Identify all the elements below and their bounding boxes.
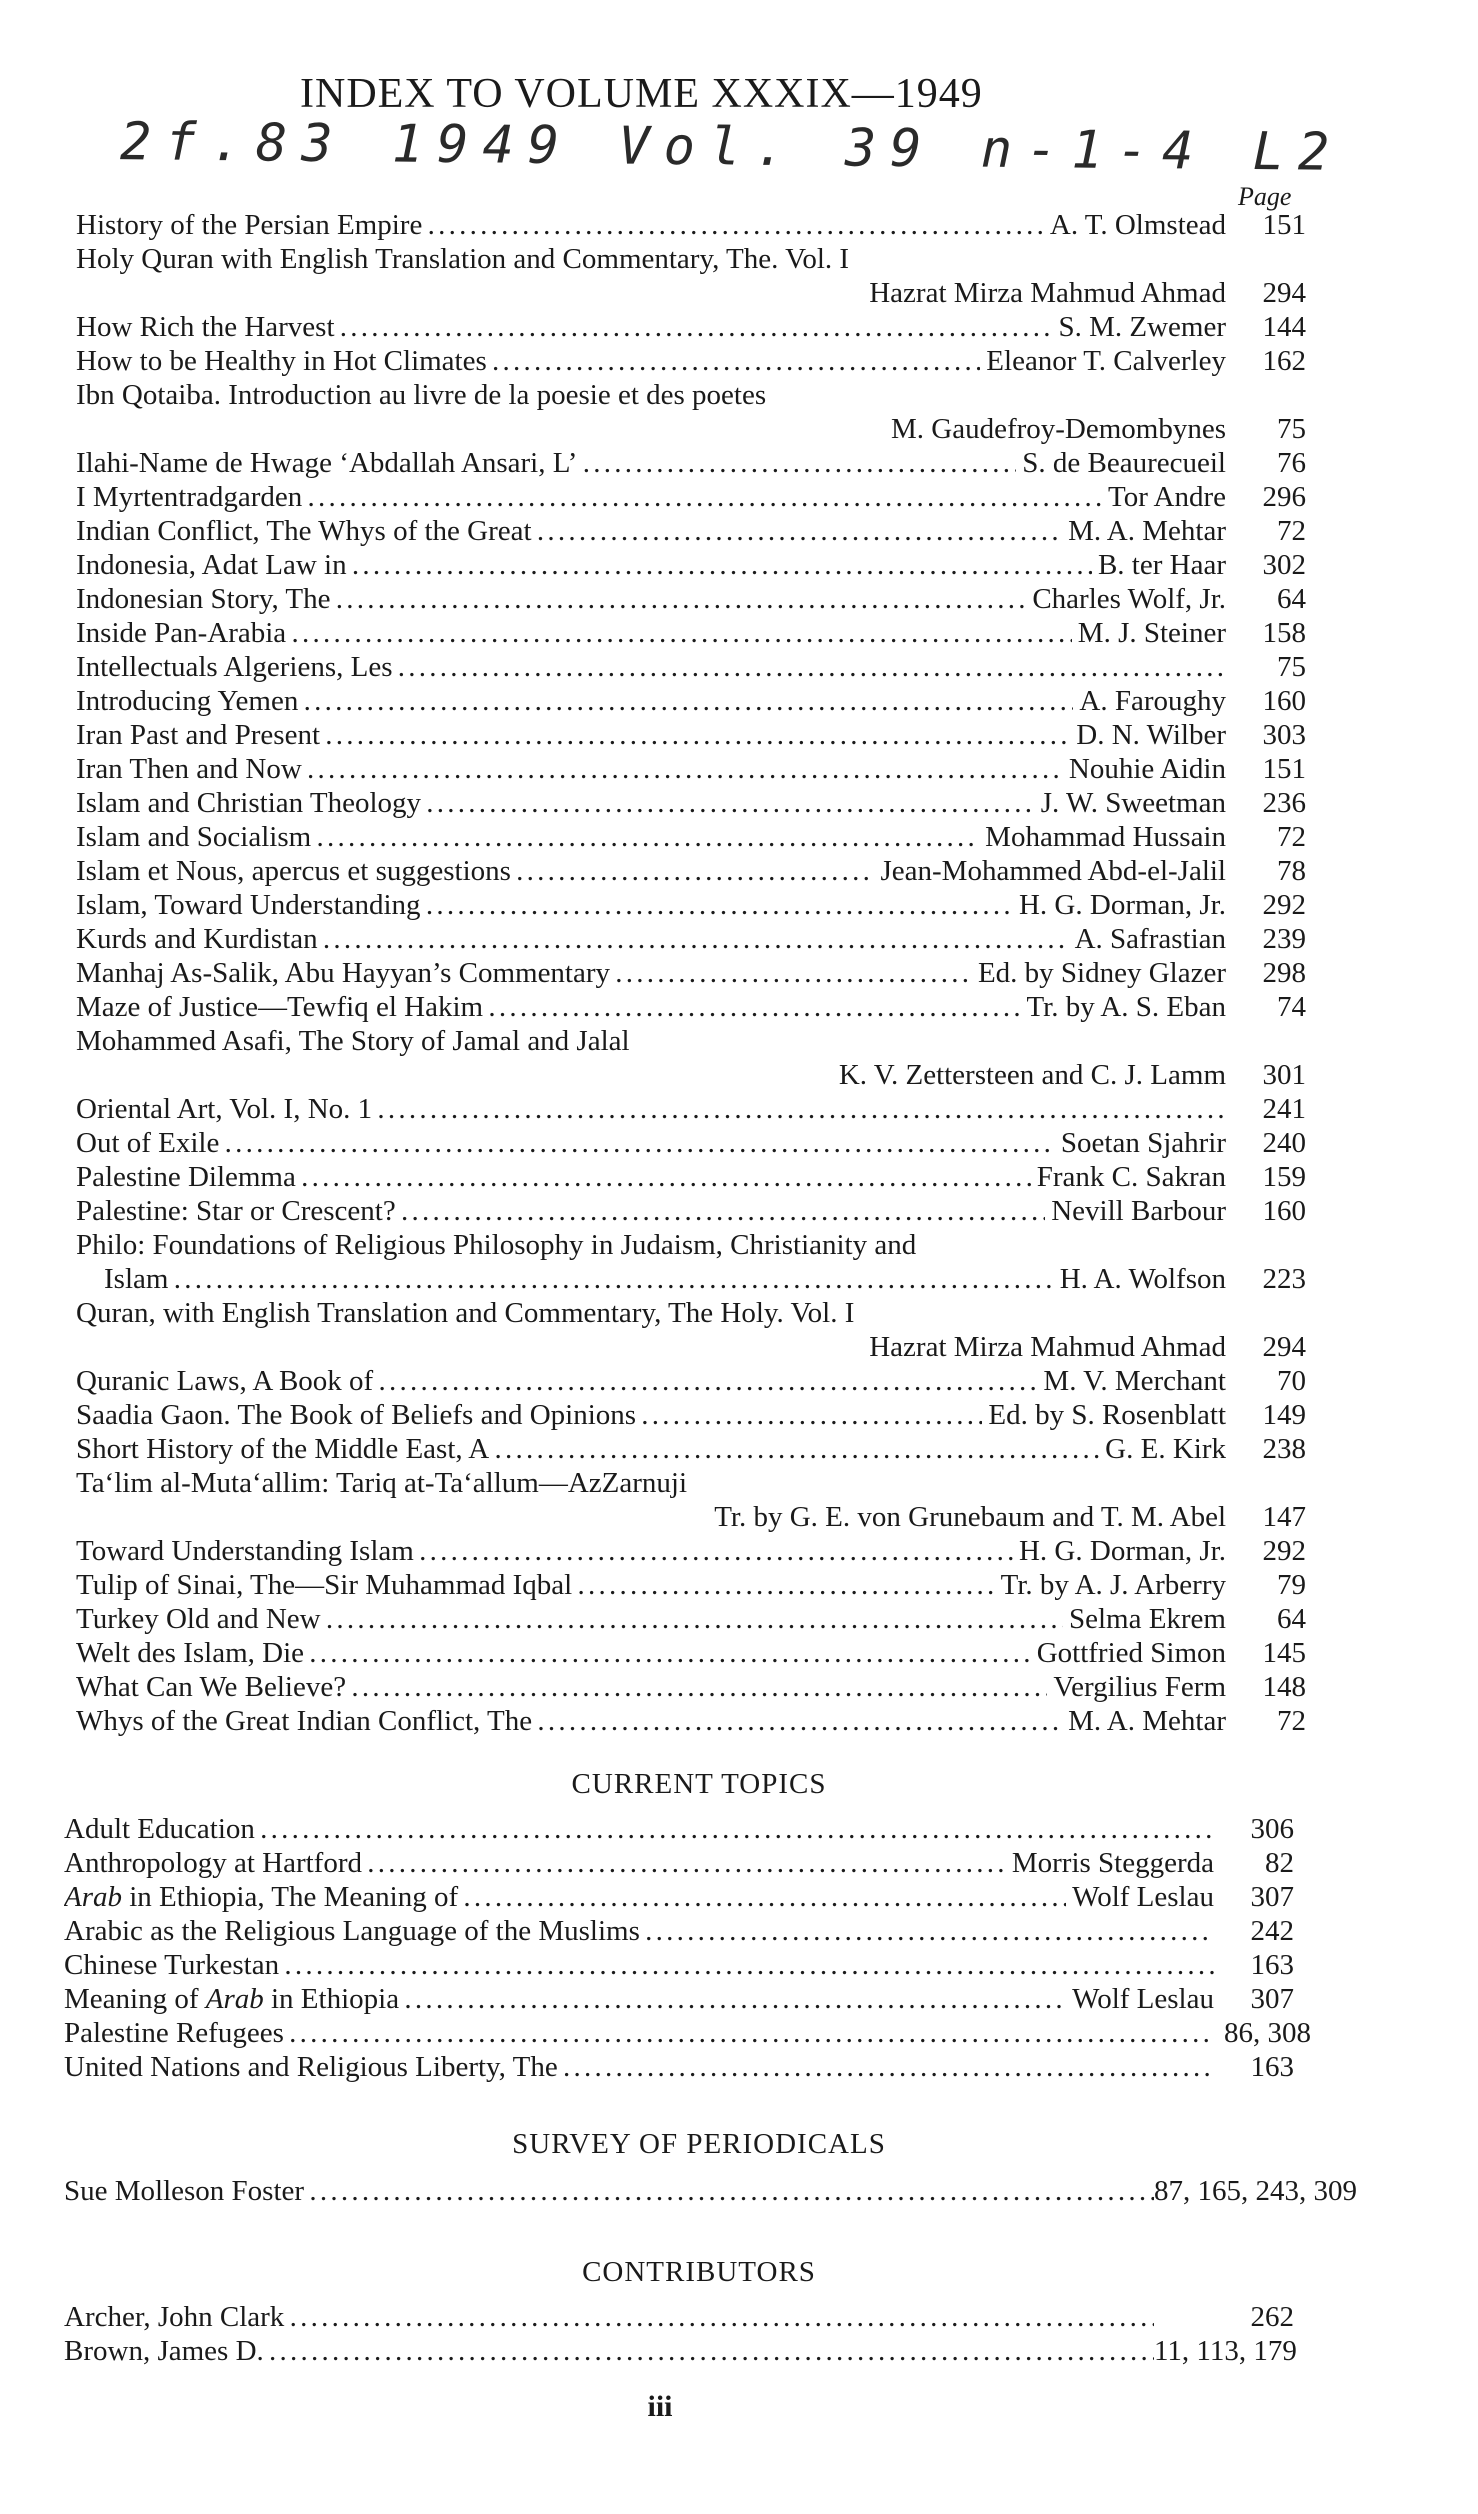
index-entry (76, 854, 1306, 888)
index-entry (76, 752, 1306, 786)
index-entry (76, 650, 1306, 684)
entry-author: Wolf Leslau (1066, 1982, 1214, 2016)
index-entry (76, 310, 1306, 344)
entry-page: 301 (1262, 1059, 1306, 1091)
index-entry (76, 446, 1306, 480)
entry-page: 238 (1262, 1433, 1306, 1465)
entry-page: 72 (1277, 515, 1306, 547)
index-entry (64, 1812, 1294, 1846)
entry-title: Toward Understanding Islam . . . (76, 1534, 1226, 1568)
entry-page: 298 (1262, 957, 1306, 989)
index-entry (64, 1880, 1294, 1914)
books-index (76, 208, 1306, 1738)
entry-title: Palestine: Star or Crescent? . . . (76, 1194, 1226, 1228)
entry-author: Ed. by S. Rosenblatt (982, 1398, 1226, 1432)
entry-author: A. Safrastian (1069, 922, 1226, 956)
index-entry (76, 242, 1306, 276)
index-entry (76, 1262, 1306, 1296)
entry-page: 294 (1262, 1331, 1306, 1363)
entry-title: Palestine Dilemma . . . (76, 1160, 1226, 1194)
entry-page: 82 (1265, 1847, 1294, 1879)
entry-page: 74 (1277, 991, 1306, 1023)
entry-title: Meaning of Arab in Ethiopia . . . (64, 1982, 1214, 2016)
entry-author: Frank C. Sakran (1031, 1160, 1226, 1194)
index-entry (76, 786, 1306, 820)
entry-page: 87, 165, 243, 309 (1154, 2175, 1357, 2207)
index-entry (76, 684, 1306, 718)
entry-page: 151 (1262, 753, 1306, 785)
index-entry (76, 378, 1306, 412)
entry-page: 292 (1262, 1535, 1306, 1567)
entry-title: Sue Molleson Foster . . . (64, 2174, 1154, 2208)
index-entry (76, 1330, 1306, 1364)
entry-page: 306 (1250, 1813, 1294, 1845)
contributors-list (64, 2300, 1297, 2368)
entry-author: Nouhie Aidin (1063, 752, 1226, 786)
entry-page: 294 (1262, 277, 1306, 309)
entry-author: Nevill Barbour (1045, 1194, 1226, 1228)
entry-author: Jean-Mohammed Abd-el-Jalil (875, 854, 1227, 888)
index-entry (76, 1058, 1306, 1092)
index-entry (76, 956, 1306, 990)
entry-title: Short History of the Middle East, A . . . (76, 1432, 1226, 1466)
index-entry (64, 2016, 1311, 2050)
index-entry (76, 276, 1306, 310)
entry-title: I Myrtentradgarden . . . (76, 480, 1226, 514)
entry-title: Iran Past and Present . . . (76, 718, 1226, 752)
entry-title: Quran, with English Translation and Commentary, The Holy. Vol. I (76, 1297, 855, 1329)
entry-page: 72 (1277, 821, 1306, 853)
entry-author: H. G. Dorman, Jr. (1013, 1534, 1226, 1568)
index-entry (76, 1534, 1306, 1568)
entry-title: Iran Then and Now . . . (76, 752, 1226, 786)
index-entry (64, 1948, 1294, 1982)
entry-title: Philo: Foundations of Religious Philosophy in Judaism, Christianity and (76, 1229, 917, 1261)
entry-page: 262 (1250, 2301, 1294, 2333)
entry-author: B. ter Haar (1092, 548, 1226, 582)
index-entry (76, 514, 1306, 548)
page-title: INDEX TO VOLUME XXXIX—1949 (300, 71, 983, 117)
entry-author: Tr. by A. J. Arberry (995, 1568, 1226, 1602)
page-column-label: Page (1238, 182, 1292, 211)
entry-page: 307 (1250, 1881, 1294, 1913)
index-entry (76, 480, 1306, 514)
entry-page: 145 (1262, 1637, 1306, 1669)
index-entry (76, 1092, 1306, 1126)
index-entry (76, 990, 1306, 1024)
survey-heading: SURVEY OF PERIODICALS (512, 2128, 886, 2160)
entry-page: 64 (1277, 1603, 1306, 1635)
entry-author: Wolf Leslau (1066, 1880, 1214, 1914)
index-entry (76, 1636, 1306, 1670)
entry-title: Ta‘lim al-Muta‘allim: Tariq at-Ta‘allum—AzZarnuji (76, 1467, 688, 1499)
entry-author: H. A. Wolfson (1054, 1262, 1226, 1296)
entry-author: A. Faroughy (1073, 684, 1226, 718)
entry-page: 239 (1262, 923, 1306, 955)
entry-author: Tor Andre (1102, 480, 1226, 514)
entry-author: M. A. Mehtar (1062, 1704, 1226, 1738)
entry-page: 160 (1262, 1195, 1306, 1227)
entry-page: 242 (1250, 1915, 1294, 1947)
current-topics-heading: CURRENT TOPICS (571, 1768, 827, 1800)
entry-title: Chinese Turkestan . . . (64, 1948, 1214, 1982)
entry-author: M. V. Merchant (1037, 1364, 1226, 1398)
entry-page: 147 (1262, 1501, 1306, 1533)
entry-title: Manhaj As-Salik, Abu Hayyan’s Commentary . . . (76, 956, 1226, 990)
entry-title: Islam and Christian Theology . . . (76, 786, 1226, 820)
index-entry (64, 1914, 1294, 1948)
entry-author: M. J. Steiner (1072, 616, 1226, 650)
entry-title: Indonesia, Adat Law in . . . (76, 548, 1226, 582)
entry-title: Intellectuals Algeriens, Les . . . (76, 650, 1226, 684)
entry-page: 144 (1262, 311, 1306, 343)
entry-title: Maze of Justice—Tewfiq el Hakim . . . (76, 990, 1226, 1024)
entry-page: 149 (1262, 1399, 1306, 1431)
entry-title: Islam, Toward Understanding . . . (76, 888, 1226, 922)
index-entry (76, 1194, 1306, 1228)
entry-page: 241 (1262, 1093, 1306, 1125)
entry-author: D. N. Wilber (1070, 718, 1226, 752)
index-entry (76, 1364, 1306, 1398)
entry-page: 163 (1250, 2051, 1294, 2083)
entry-title: Indonesian Story, The . . . (76, 582, 1226, 616)
entry-title: Brown, James D. . . . (64, 2334, 1154, 2368)
entry-title: Out of Exile . . . (76, 1126, 1226, 1160)
entry-author: Soetan Sjahrir (1055, 1126, 1226, 1160)
entry-title: Islam and Socialism . . . (76, 820, 1226, 854)
entry-page: 163 (1250, 1949, 1294, 1981)
index-entry (76, 1704, 1306, 1738)
index-entry (76, 548, 1306, 582)
entry-title: Tulip of Sinai, The—Sir Muhammad Iqbal . . . (76, 1568, 1226, 1602)
entry-page: 75 (1277, 651, 1306, 683)
survey-list (64, 2174, 1357, 2208)
entry-title: Ibn Qotaiba. Introduction au livre de la poesie et des poetes (76, 379, 767, 411)
entry-page: 302 (1262, 549, 1306, 581)
entry-author: Hazrat Mirza Mahmud Ahmad (863, 1330, 1226, 1364)
entry-page: 159 (1262, 1161, 1306, 1193)
entry-title: Palestine Refugees . . . (64, 2016, 1214, 2050)
entry-author: G. E. Kirk (1099, 1432, 1226, 1466)
entry-title: Arabic as the Religious Language of the Muslims . . . (64, 1914, 1214, 1948)
entry-page: 151 (1262, 209, 1306, 241)
entry-title: Mohammed Asafi, The Story of Jamal and Jalal (76, 1025, 630, 1057)
index-entry (76, 922, 1306, 956)
entry-title: Indian Conflict, The Whys of the Great . . . (76, 514, 1226, 548)
entry-author: Tr. by G. E. von Grunebaum and T. M. Abel (708, 1500, 1226, 1534)
entry-title: History of the Persian Empire . . . (76, 208, 1226, 242)
entry-title: Welt des Islam, Die . . . (76, 1636, 1226, 1670)
entry-author: Gottfried Simon (1031, 1636, 1226, 1670)
entry-title: Arab in Ethiopia, The Meaning of . . . (64, 1880, 1214, 1914)
entry-page: 148 (1262, 1671, 1306, 1703)
entry-page: 11, 113, 179 (1154, 2335, 1297, 2367)
index-entry (76, 1398, 1306, 1432)
entry-page: 303 (1262, 719, 1306, 751)
entry-page: 236 (1262, 787, 1306, 819)
index-entry (76, 820, 1306, 854)
index-entry (64, 1982, 1294, 2016)
entry-page: 296 (1262, 481, 1306, 513)
index-entry (64, 2334, 1297, 2368)
entry-author: M. Gaudefroy-Demombynes (885, 412, 1226, 446)
handwritten-note: 2f.83 1949 Vol. 39 n-1-4 L2 (119, 112, 1344, 183)
entry-page: 240 (1262, 1127, 1306, 1159)
entry-title: Oriental Art, Vol. I, No. 1 . . . (76, 1092, 1226, 1126)
current-topics-list (64, 1812, 1311, 2084)
entry-author: M. A. Mehtar (1062, 514, 1226, 548)
entry-page: 70 (1277, 1365, 1306, 1397)
entry-page: 158 (1262, 617, 1306, 649)
entry-page: 307 (1250, 1983, 1294, 2015)
entry-title: Saadia Gaon. The Book of Beliefs and Opinions . . . (76, 1398, 1226, 1432)
entry-page: 64 (1277, 583, 1306, 615)
entry-title: How Rich the Harvest . . . (76, 310, 1226, 344)
index-entry (76, 1670, 1306, 1704)
entry-author: H. G. Dorman, Jr. (1013, 888, 1226, 922)
entry-title: Turkey Old and New . . . (76, 1602, 1226, 1636)
index-entry (76, 718, 1306, 752)
entry-title: Anthropology at Hartford . . . (64, 1846, 1214, 1880)
index-entry (64, 2174, 1357, 2208)
index-entry (76, 888, 1306, 922)
entry-author: Ed. by Sidney Glazer (972, 956, 1226, 990)
index-entry (76, 412, 1306, 446)
index-entry (64, 1846, 1294, 1880)
entry-page: 79 (1277, 1569, 1306, 1601)
entry-author: K. V. Zettersteen and C. J. Lamm (833, 1058, 1226, 1092)
entry-page: 86, 308 (1224, 2017, 1311, 2049)
entry-title: Holy Quran with English Translation and Commentary, The. Vol. I (76, 243, 850, 275)
entry-author: Hazrat Mirza Mahmud Ahmad (863, 276, 1226, 310)
entry-author: Morris Steggerda (1006, 1846, 1214, 1880)
entry-author: S. de Beaurecueil (1016, 446, 1226, 480)
entry-title: Quranic Laws, A Book of . . . (76, 1364, 1226, 1398)
entry-author: Eleanor T. Calverley (980, 344, 1226, 378)
index-entry (76, 1602, 1306, 1636)
entry-page: 76 (1277, 447, 1306, 479)
index-entry (76, 1432, 1306, 1466)
entry-author: S. M. Zwemer (1052, 310, 1226, 344)
index-entry (76, 208, 1306, 242)
entry-page: 292 (1262, 889, 1306, 921)
entry-author: Selma Ekrem (1063, 1602, 1226, 1636)
entry-author: Mohammad Hussain (979, 820, 1226, 854)
page-folio: iii (647, 2390, 673, 2423)
entry-author: A. T. Olmstead (1044, 208, 1226, 242)
entry-title: Whys of the Great Indian Conflict, The . . . (76, 1704, 1226, 1738)
entry-author: J. W. Sweetman (1035, 786, 1226, 820)
entry-author: Tr. by A. S. Eban (1020, 990, 1226, 1024)
index-entry (76, 1568, 1306, 1602)
index-entry (76, 1024, 1306, 1058)
entry-author: Charles Wolf, Jr. (1026, 582, 1226, 616)
index-entry (76, 344, 1306, 378)
index-entry (76, 616, 1306, 650)
index-entry (76, 1160, 1306, 1194)
entry-title: Islam et Nous, apercus et suggestions . . . (76, 854, 1226, 888)
index-entry (76, 1126, 1306, 1160)
index-entry (64, 2050, 1294, 2084)
index-entry (76, 1296, 1306, 1330)
index-entry (76, 1228, 1306, 1262)
entry-title: Adult Education . . . (64, 1812, 1214, 1846)
entry-page: 162 (1262, 345, 1306, 377)
entry-page: 75 (1277, 413, 1306, 445)
index-entry (76, 1500, 1306, 1534)
entry-title: How to be Healthy in Hot Climates . . . (76, 344, 1226, 378)
entry-page: 223 (1262, 1263, 1306, 1295)
entry-page: 78 (1277, 855, 1306, 887)
entry-title: Archer, John Clark . . . (64, 2300, 1154, 2334)
entry-title: Kurds and Kurdistan . . . (76, 922, 1226, 956)
entry-title: What Can We Believe? . . . (76, 1670, 1226, 1704)
index-entry (76, 582, 1306, 616)
index-entry (64, 2300, 1294, 2334)
entry-title: Inside Pan-Arabia . . . (76, 616, 1226, 650)
entry-title: Ilahi-Name de Hwage ‘Abdallah Ansari, L’ . . . (76, 446, 1226, 480)
entry-page: 160 (1262, 685, 1306, 717)
entry-author: Vergilius Ferm (1047, 1670, 1226, 1704)
entry-title: Introducing Yemen . . . (76, 684, 1226, 718)
contributors-heading: CONTRIBUTORS (582, 2256, 816, 2288)
index-entry (76, 1466, 1306, 1500)
entry-title: Islam . . . (76, 1262, 1226, 1296)
entry-page: 72 (1277, 1705, 1306, 1737)
entry-title: United Nations and Religious Liberty, The . . . (64, 2050, 1214, 2084)
